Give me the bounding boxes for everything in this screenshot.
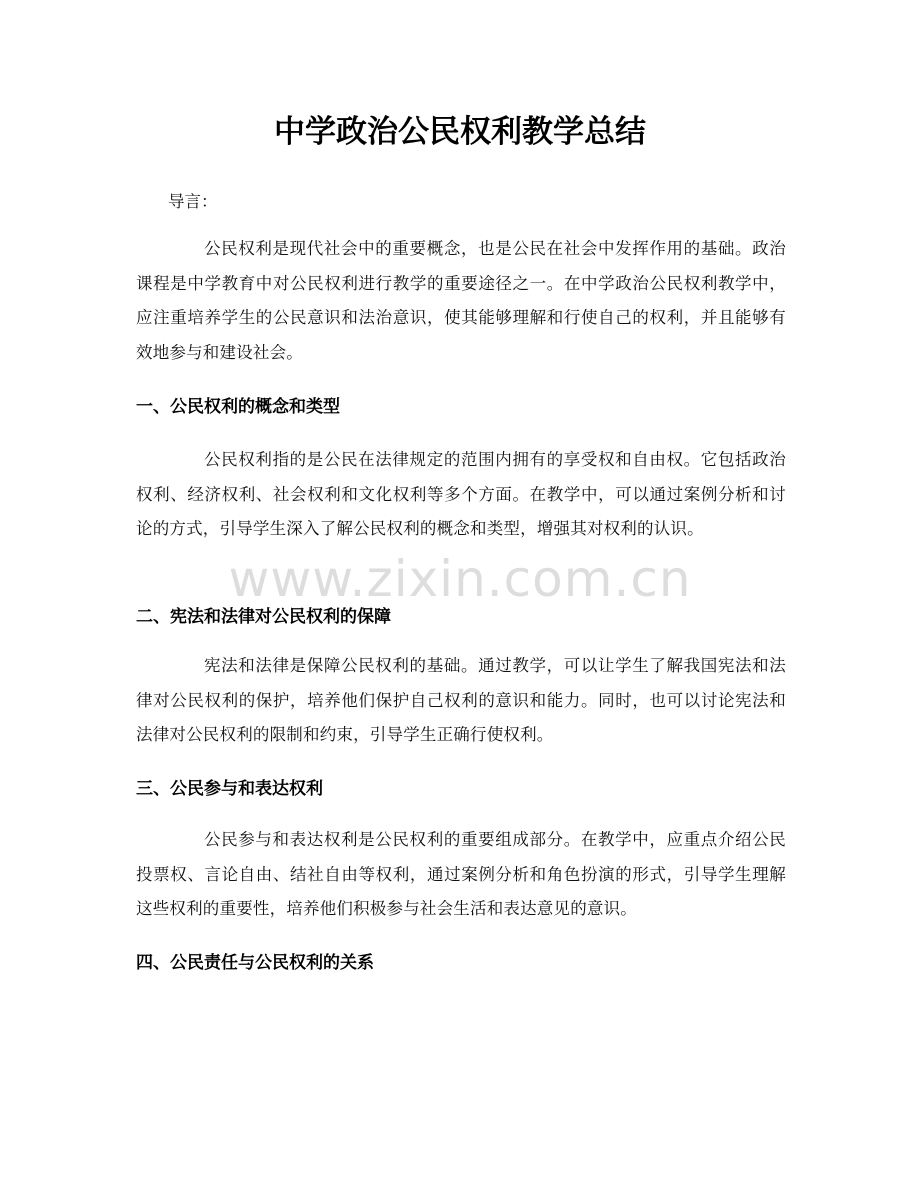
intro-label: 导言：	[168, 192, 218, 211]
section-heading-3: 三、公民参与和表达权利	[136, 779, 323, 799]
section-heading-1: 一、公民权利的概念和类型	[136, 397, 340, 417]
section-heading-4: 四、公民责任与公民权利的关系	[136, 953, 374, 973]
watermark: www.zixin.com.cn	[228, 550, 692, 608]
intro-paragraph: 公民权利是现代社会中的重要概念，也是公民在社会中发挥作用的基础。政治课程是中学教育中对公民权利进行教学的重要途径之一。在中学政治公民权利教学中，应注重培养学生的公民意识和法治意识，使其能够理解和行使自己的权利，并且能够有效地参与和建设社会。	[136, 239, 786, 362]
section-paragraph-3: 公民参与和表达权利是公民权利的重要组成部分。在教学中，应重点介绍公民投票权、言论自由、结社自由等权利，通过案例分析和角色扮演的形式，引导学生理解这些权利的重要性，培养他们积极参与社会生活和表达意见的意识。	[136, 830, 786, 918]
document-title: 中学政治公民权利教学总结	[274, 114, 646, 150]
section-paragraph-1: 公民权利指的是公民在法律规定的范围内拥有的享受权和自由权。它包括政治权利、经济权利、社会权利和文化权利等多个方面。在教学中，可以通过案例分析和讨论的方式，引导学生深入了解公民权利的概念和类型，增强其对权利的认识。	[136, 450, 786, 538]
section-paragraph-2: 宪法和法律是保障公民权利的基础。通过教学，可以让学生了解我国宪法和法律对公民权利的保护，培养他们保护自己权利的意识和能力。同时，也可以讨论宪法和法律对公民权利的限制和约束，引导学生正确行使权利。	[136, 656, 786, 744]
section-heading-2: 二、宪法和法律对公民权利的保障	[136, 607, 391, 627]
